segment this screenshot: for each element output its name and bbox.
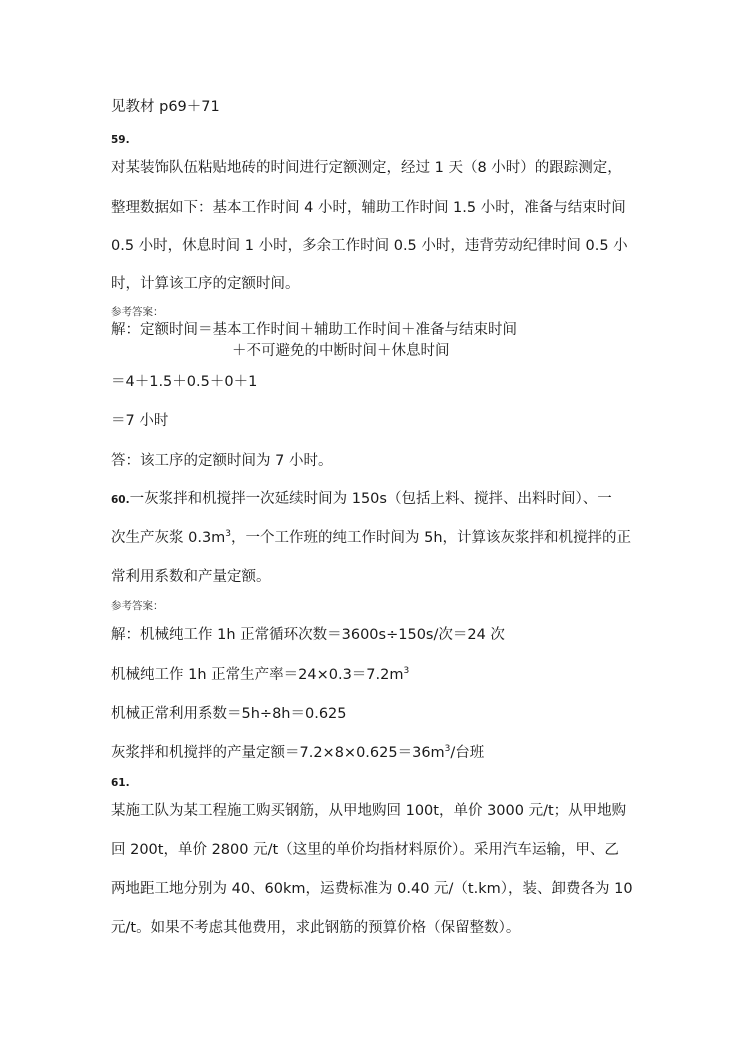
question-59-number: 59. bbox=[111, 134, 130, 146]
solution-line: 解：定额时间＝基本工作时间＋辅助工作时间＋准备与结束时间 bbox=[111, 322, 517, 338]
question-59-text-line: 整理数据如下：基本工作时间 4 小时，辅助工作时间 1.5 小时，准备与结束时间 bbox=[111, 200, 626, 216]
solution-text: 机械纯工作 1h 正常生产率＝24×0.3＝7.2m bbox=[111, 667, 404, 683]
solution-line: ＝7 小时 bbox=[111, 413, 169, 429]
question-59-text-line: 对某装饰队伍粘贴地砖的时间进行定额测定，经过 1 天（8 小时）的跟踪测定， bbox=[111, 160, 622, 176]
question-59-text-line: 0.5 小时，休息时间 1 小时，多余工作时间 0.5 小时，违背劳动纪律时间 0.5 小 bbox=[111, 238, 628, 254]
question-60-line bbox=[111, 489, 612, 510]
answer-label: 参考答案： bbox=[111, 600, 164, 612]
question-60-text-line: 常利用系数和产量定额。 bbox=[111, 569, 271, 585]
question-61-text-line: 某施工队为某工程施工购买钢筋，从甲地购回 100t，单价 3000 元/t；从甲地购 bbox=[111, 803, 627, 819]
solution-line: ＝4＋1.5＋0.5＋0＋1 bbox=[111, 374, 258, 390]
answer-label: 参考答案： bbox=[111, 306, 164, 318]
question-60-text: 次生产灰浆 0.3m bbox=[111, 530, 226, 546]
question-60-text: ，一个工作班的纯工作时间为 5h，计算该灰浆拌和机搅拌的正 bbox=[231, 530, 632, 546]
question-60-text: 一灰浆拌和机搅拌一次延续时间为 150s（包括上料、搅拌、出料时间）、一 bbox=[129, 491, 612, 507]
question-60-number: 60. bbox=[111, 494, 130, 506]
question-61-text-line: 两地距工地分别为 40、60km，运费标准为 0.40 元/（t.km），装、卸费各为 10 bbox=[111, 881, 633, 897]
answer-line: 答：该工序的定额时间为 7 小时。 bbox=[111, 453, 333, 469]
superscript: 3 bbox=[225, 529, 232, 540]
question-61-text-line: 回 200t，单价 2800 元/t（这里的单价均指材料原价）。采用汽车运输，甲、乙 bbox=[111, 842, 619, 858]
question-60-text-line bbox=[111, 528, 631, 548]
solution-line bbox=[111, 665, 409, 685]
solution-text: 灰浆拌和机搅拌的产量定额＝7.2×8×0.625＝36m bbox=[111, 745, 445, 761]
question-61-text-line: 元/t。如果不考虑其他费用，求此钢筋的预算价格（保留整数）。 bbox=[111, 920, 521, 936]
superscript: 3 bbox=[444, 744, 451, 755]
solution-line: 解：机械纯工作 1h 正常循环次数＝3600s÷150s/次＝24 次 bbox=[111, 627, 505, 643]
superscript: 3 bbox=[403, 666, 410, 677]
question-59-text-line: 时，计算该工序的定额时间。 bbox=[111, 276, 300, 292]
reference-line: 见教材 p69＋71 bbox=[111, 99, 220, 115]
solution-line: ＋不可避免的中断时间＋休息时间 bbox=[232, 343, 450, 359]
solution-text: /台班 bbox=[450, 745, 485, 761]
solution-line bbox=[111, 743, 484, 763]
question-61-number: 61. bbox=[111, 777, 130, 789]
solution-line: 机械正常利用系数＝5h÷8h＝0.625 bbox=[111, 706, 347, 722]
